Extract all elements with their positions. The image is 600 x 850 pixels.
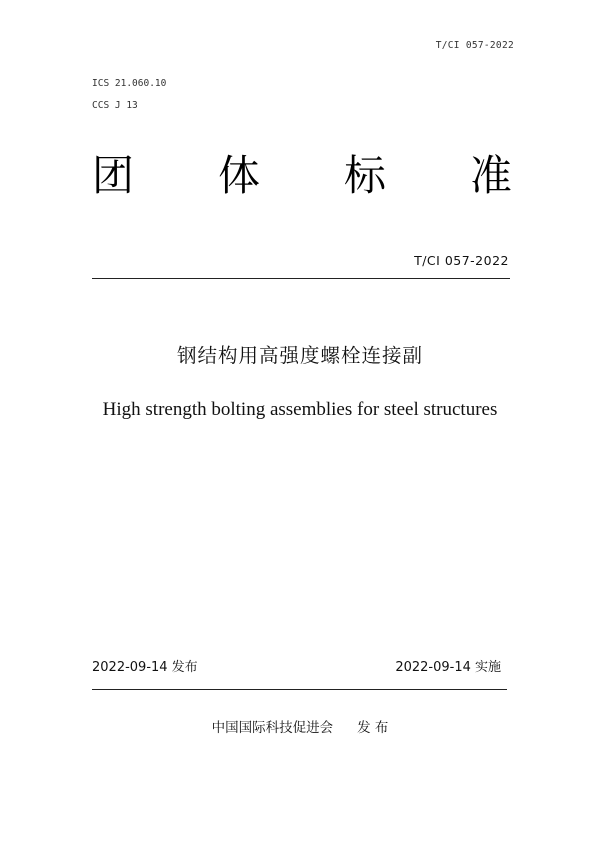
issuer-action: 发 布 xyxy=(357,720,389,736)
issuer-name: 中国国际科技促进会 xyxy=(211,720,334,736)
title-english: High strength bolting assemblies for steel structures xyxy=(102,399,498,420)
heading-char-3: 标 xyxy=(343,151,386,200)
bottom-divider xyxy=(92,689,507,690)
ccs-code: CCS J 13 xyxy=(92,100,138,111)
title-chinese: 钢结构用高强度螺栓连接副 xyxy=(176,344,423,367)
issuer-line xyxy=(0,716,600,736)
header-standard-code: T/CI 057-2022 xyxy=(435,40,514,51)
heading-char-4: 准 xyxy=(469,151,512,200)
group-standard-heading xyxy=(92,146,512,206)
standard-number: T/CI 057-2022 xyxy=(414,253,509,268)
implementation-date: 2022-09-14 实施 xyxy=(395,660,501,675)
ics-code: ICS 21.060.10 xyxy=(92,78,167,89)
top-divider xyxy=(92,278,510,279)
issue-date: 2022-09-14 发布 xyxy=(92,660,198,675)
heading-char-1: 团 xyxy=(92,151,135,200)
heading-char-2: 体 xyxy=(217,151,260,200)
